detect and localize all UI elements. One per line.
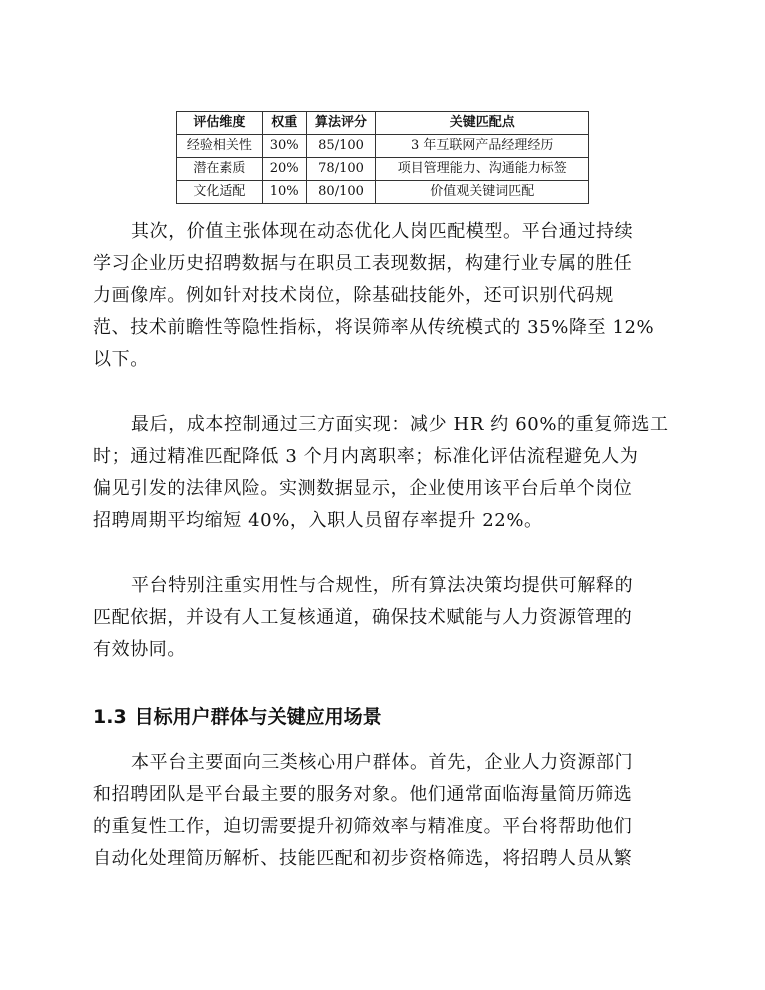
evaluation-table (176, 111, 589, 204)
table-header-row (177, 112, 589, 135)
section-heading (93, 703, 382, 731)
table-cell: 价值观关键词匹配 (376, 181, 589, 204)
text-line: 匹配依据，并设有人工复核通道，确保技术赋能与人力资源管理的 (93, 607, 633, 628)
text-line: 以下。 (93, 349, 149, 370)
text-line: 招聘周期平均缩短 40%，入职人员留存率提升 22%。 (93, 510, 543, 531)
table-cell: 10% (262, 181, 306, 204)
table-cell: 项目管理能力、沟通能力标签 (376, 158, 589, 181)
text-line: 和招聘团队是平台最主要的服务对象。他们通常面临海量简历筛选 (93, 784, 633, 805)
table-row (177, 181, 589, 204)
text-line: 范、技术前瞻性等隐性指标，将误筛率从传统模式的 35%降至 12% (93, 317, 655, 338)
paragraph-value-proposition (93, 216, 678, 376)
table-row (177, 158, 589, 181)
table-header-cell: 权重 (262, 112, 306, 135)
text-line: 学习企业历史招聘数据与在职员工表现数据，构建行业专属的胜任 (93, 253, 633, 274)
text-line: 本平台主要面向三类核心用户群体。首先，企业人力资源部门 (131, 752, 634, 773)
table-cell: 78/100 (306, 158, 376, 181)
table-cell: 85/100 (306, 135, 376, 158)
table-header-cell: 关键匹配点 (376, 112, 589, 135)
text-line: 力画像库。例如针对技术岗位，除基础技能外，还可识别代码规 (93, 285, 614, 306)
table-cell: 经验相关性 (177, 135, 263, 158)
table-cell: 文化适配 (177, 181, 263, 204)
table-cell: 30% (262, 135, 306, 158)
text-line: 时；通过精准匹配降低 3 个月内离职率；标准化评估流程避免人为 (93, 446, 639, 467)
section-title: 目标用户群体与关键应用场景 (134, 706, 382, 728)
text-line: 其次，价值主张体现在动态优化人岗匹配模型。平台通过持续 (131, 221, 634, 242)
text-line: 自动化处理简历解析、技能匹配和初步资格筛选，将招聘人员从繁 (93, 848, 633, 869)
text-line: 最后，成本控制通过三方面实现：减少 HR 约 60%的重复筛选工 (131, 414, 669, 435)
text-line: 的重复性工作，迫切需要提升初筛效率与精准度。平台将帮助他们 (93, 816, 633, 837)
table-header-cell: 评估维度 (177, 112, 263, 135)
section-number: 1.3 (93, 706, 127, 728)
table-row (177, 135, 589, 158)
table-header-cell: 算法评分 (306, 112, 376, 135)
text-line: 平台特别注重实用性与合规性，所有算法决策均提供可解释的 (131, 575, 634, 596)
text-line: 有效协同。 (93, 639, 186, 660)
table-cell: 20% (262, 158, 306, 181)
table-cell: 3 年互联网产品经理经历 (376, 135, 589, 158)
paragraph-target-users (93, 747, 678, 875)
table-cell: 潜在素质 (177, 158, 263, 181)
paragraph-compliance (93, 570, 678, 666)
paragraph-cost-control (93, 409, 678, 537)
text-line: 偏见引发的法律风险。实测数据显示，企业使用该平台后单个岗位 (93, 478, 633, 499)
table-cell: 80/100 (306, 181, 376, 204)
